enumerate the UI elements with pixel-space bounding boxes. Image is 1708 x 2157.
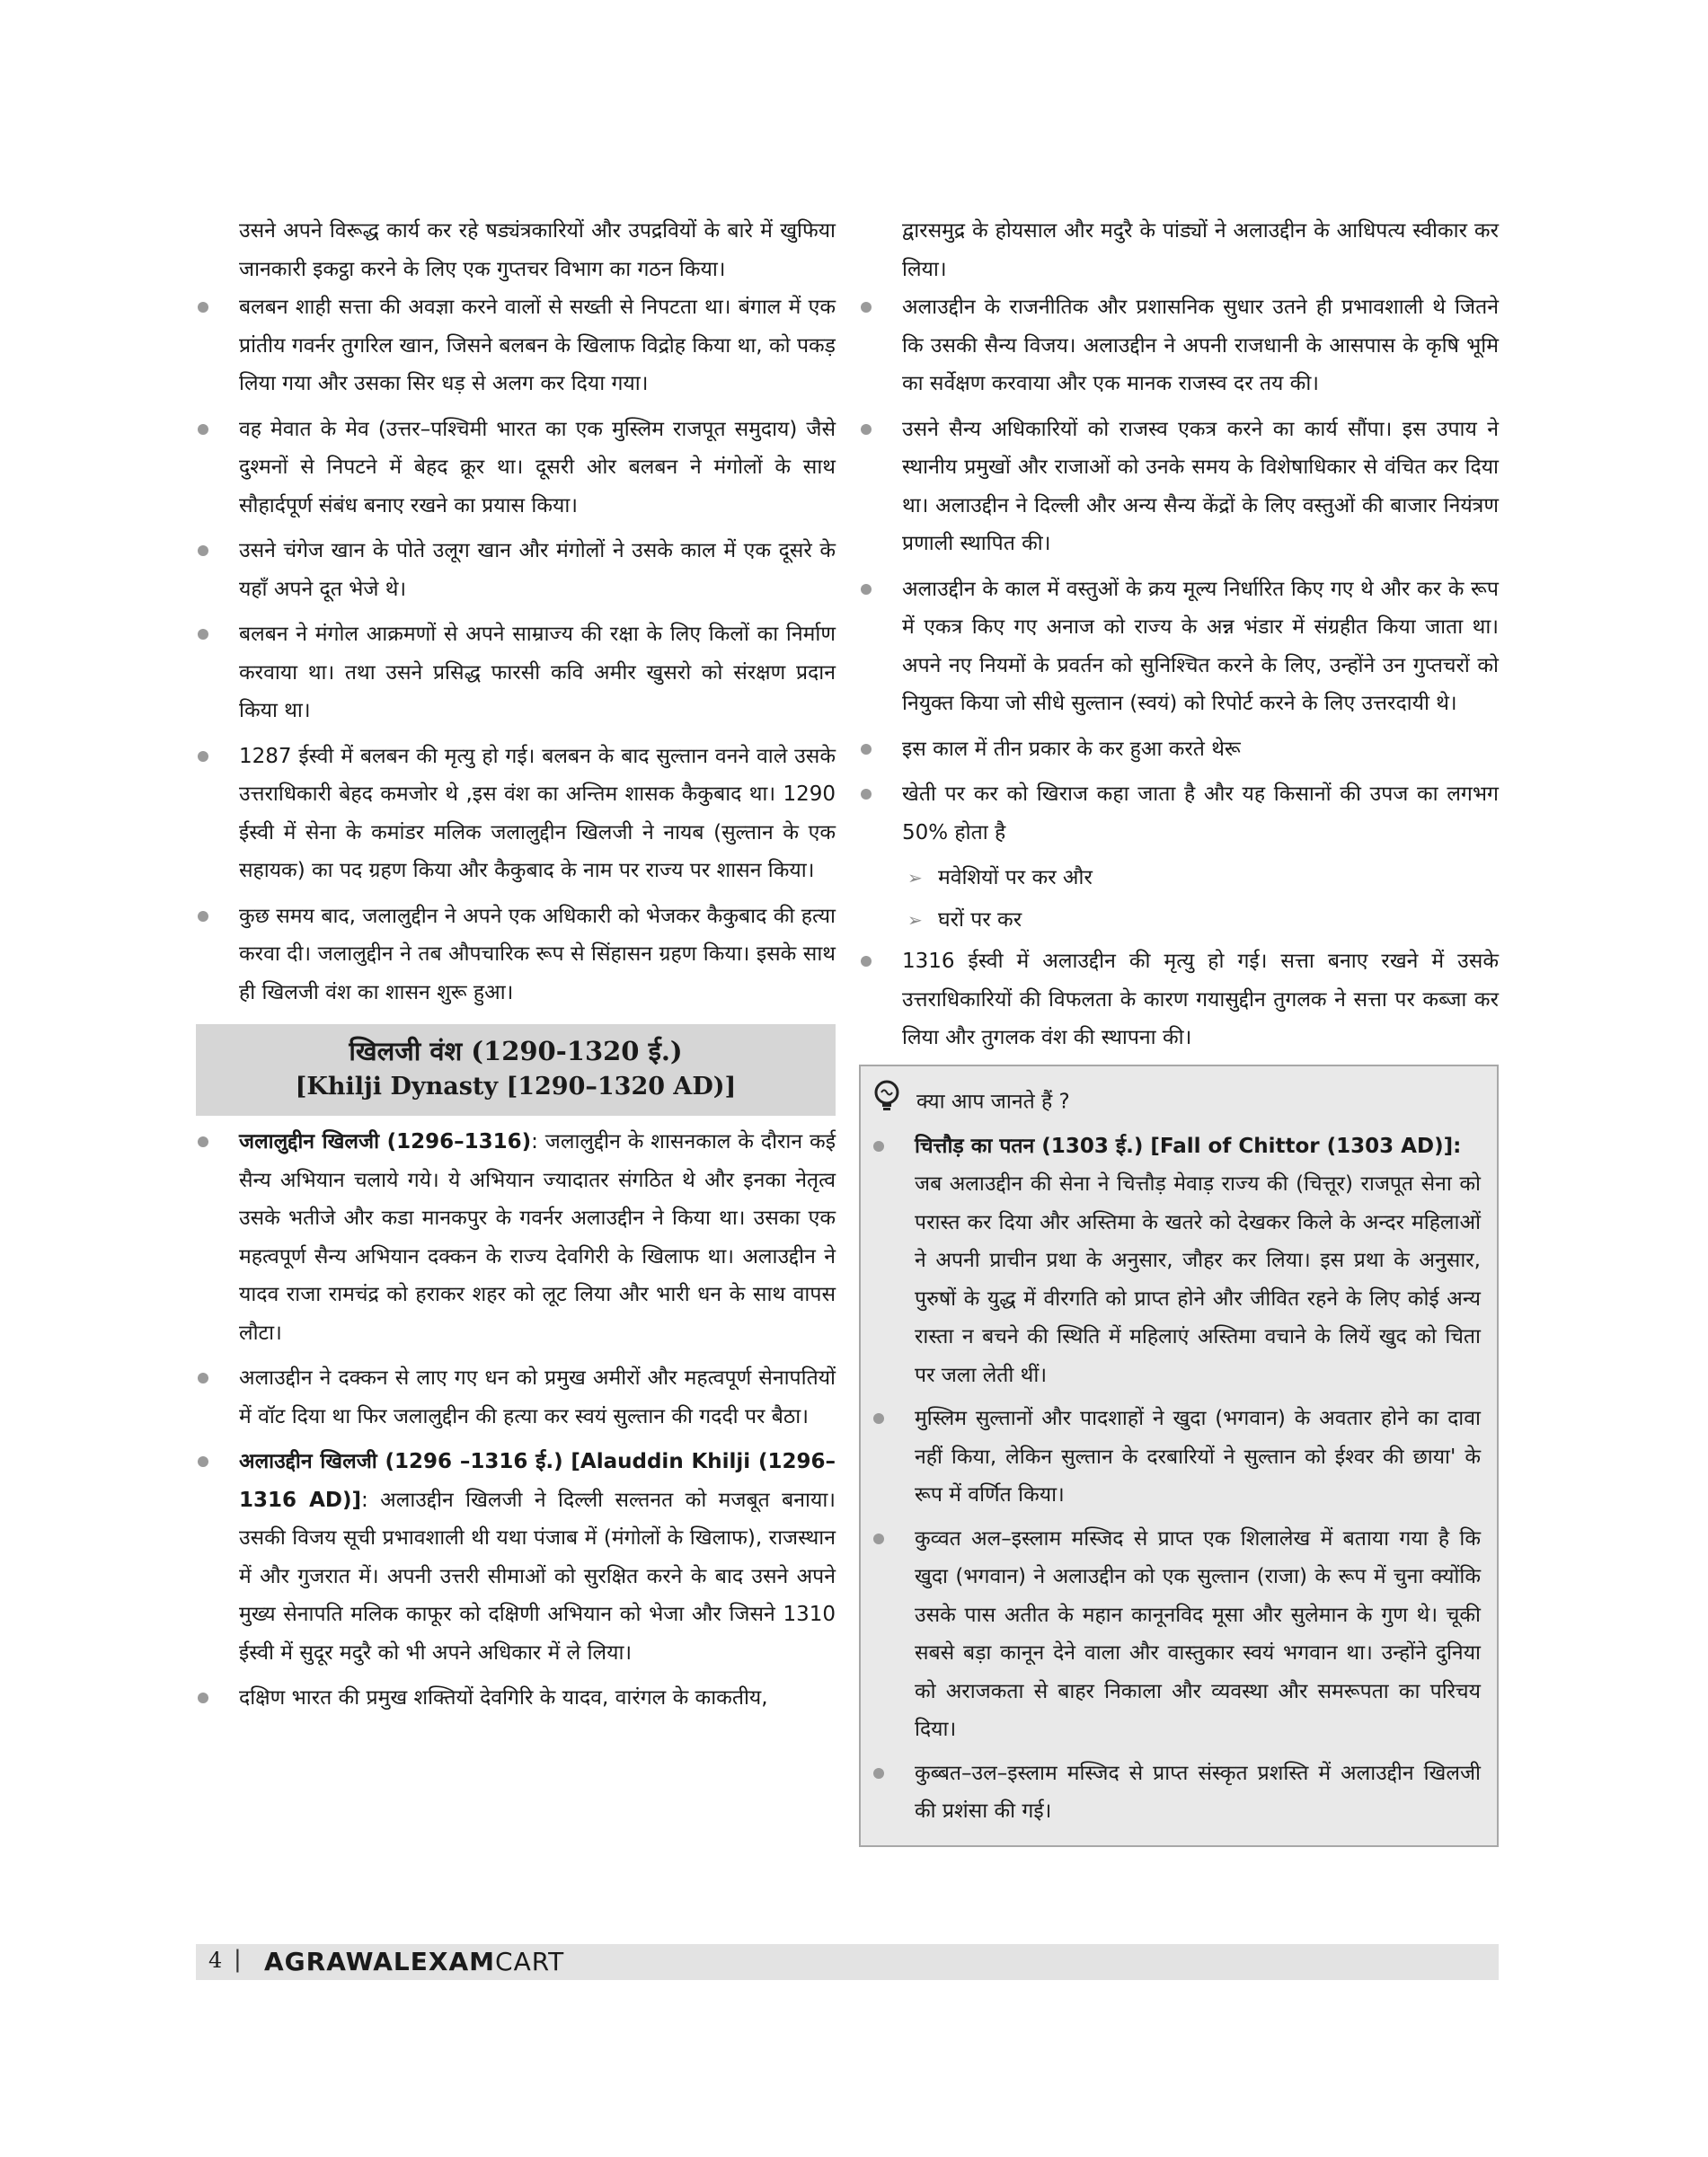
bullet-icon	[198, 1373, 208, 1383]
left-column	[196, 212, 836, 1725]
bullet-icon	[198, 751, 208, 762]
did-you-know-box	[859, 1065, 1499, 1847]
item-label: जलालुद्दीन खिलजी (1296–1316)	[239, 1130, 532, 1154]
section-heading-english: [Khilji Dynasty [1290–1320 AD)]	[295, 1073, 737, 1101]
bullet-icon	[198, 1456, 208, 1467]
arrow-icon: ➢	[907, 908, 923, 931]
list-item: मुस्लिम सुल्तानों और पादशाहों ने खुदा (भगवान) के अवतार होने का दावा नहीं किया, लेकिन सुल्तान के दरबारियों ने सुल्तान को ईश्वर की छाया' के रूप में वर्णित किया।	[872, 1400, 1481, 1515]
arrow-icon: ➢	[907, 867, 923, 888]
item-label: चित्तौड़ का पतन (1303 ई.) [Fall of Chittor (1303 AD)]:	[915, 1134, 1462, 1158]
list-item: चित्तौड़ का पतन (1303 ई.) [Fall of Chittor (1303 AD)]: जब अलाउद्दीन की सेना ने चित्तौड़ मेवाड़ राज्य की (चित्तूर) राजपूत सेना को परास्त कर दिया और अस्तिमा के खतरे को देखकर किले के अन्दर महिलाओं ने अपनी प्राचीन प्रथा के अनुसार, जौहर कर लिया। इस प्रथा के अनुसार, पुरुषों के युद्ध में वीरगति को प्राप्त होने और जीवित रहने के लिए कोई अन्य रास्ता न बचने की स्थिति में महिलाएं अस्तिमा वचाने के लियें खुद को चिता पर जला लेती थीं।	[872, 1127, 1481, 1395]
list-item: उसने सैन्य अधिकारियों को राजस्व एकत्र करने का कार्य सौंपा। इस उपाय ने स्थानीय प्रमुखों और राजाओं को उनके समय के विशेषाधिकार से वंचित कर दिया था। अलाउद्दीन ने दिल्ली और अन्य सैन्य केंद्रों के लिए वस्तुओं की बाजार नियंत्रण प्रणाली स्थापित की।	[859, 411, 1499, 563]
bullet-icon	[861, 424, 872, 435]
list-item: उसने चंगेज खान के पोते उलूग खान और मंगोलों ने उसके काल में एक दूसरे के यहाँ अपने दूत भेजे थे।	[196, 532, 836, 608]
list-item: 1316 ईस्वी में अलाउद्दीन की मृत्यु हो गई। सत्ता बनाए रखने में उसके उत्तराधिकारियों की विफलता के कारण गयासुद्दीन तुगलक ने सत्ता पर कब्जा कर लिया और तुगलक वंश की स्थापना की।	[859, 942, 1499, 1057]
list-item: अलाउद्दीन खिलजी (1296 –1316 ई.) [Alauddin Khilji (1296–1316 AD)]: अलाउद्दीन खिलजी ने दिल्ली सल्तनत को मजबूत बनाया। उसकी विजय सूची प्रभावशाली थी यथा पंजाब में (मंगोलों के खिलाफ), राजस्थान में और गुजरात में। अपनी उत्तरी सीमाओं को सुरक्षित करने के बाद उसने अपने मुख्य सेनापति मलिक काफूर को दक्षिणी अभियान को भेजा और जिसने 1310 ईस्वी में सुदूर मदुरै को भी अपने अधिकार में ले लिया।	[196, 1443, 836, 1672]
bullet-icon	[861, 584, 872, 595]
list-item: वह मेवात के मेव (उत्तर–पश्चिमी भारत का एक मुस्लिम राजपूत समुदाय) जैसे दुश्मनों से निपटने में बेहद क्रूर था। दूसरी ओर बलबन ने मंगोलों के साथ सौहार्दपूर्ण संबंध बनाए रखने का प्रयास किया।	[196, 411, 836, 526]
bullet-icon	[198, 424, 208, 435]
list-item: अलाउद्दीन के काल में वस्तुओं के क्रय मूल्य निर्धारित किए गए थे और कर के रूप में एकत्र किए गए अनाज को राज्य के अन्न भंडार में संग्रहीत किया जाता था। अपने नए नियमों के प्रवर्तन को सुनिश्चित करने के लिए, उन्होंने उन गुप्तचरों को नियुक्त किया जो सीधे सुल्तान (स्वयं) को रिपोर्ट करने के लिए उत्तरदायी थे।	[859, 570, 1499, 723]
right-column	[859, 212, 1499, 1847]
item-label: अलाउद्दीन खिलजी (1296 –1316 ई.) [Alauddin Khilji (1296–1316 AD)]	[239, 1450, 836, 1512]
bullet-icon	[861, 302, 872, 313]
brand-logo: AGRAWALEXAMCART	[264, 1947, 565, 1976]
bullet-icon	[873, 1413, 884, 1424]
bullet-icon	[198, 1136, 208, 1147]
bullet-icon	[873, 1534, 884, 1544]
bullet-icon	[198, 302, 208, 313]
list-item: अलाउद्दीन ने दक्कन से लाए गए धन को प्रमुख अमीरों और महत्वपूर्ण सेनापतियों में वॉट दिया था फिर जलालुद्दीन की हत्या कर स्वयं सुल्तान की गददी पर बैठा।	[196, 1359, 836, 1436]
list-item: दक्षिण भारत की प्रमुख शक्तियों देवगिरि के यादव, वारंगल के काकतीय,	[196, 1679, 836, 1718]
page-number: 4	[208, 1948, 223, 1973]
page-footer	[196, 1944, 1499, 1980]
list-item: कुब्बत–उल–इस्लाम मस्जिद से प्राप्त संस्कृत प्रशस्ति में अलाउद्दीन खिलजी की प्रशंसा की गई।	[872, 1755, 1481, 1831]
bullet-icon	[198, 1693, 208, 1703]
did-you-know-title: क्या आप जानते हैं ?	[872, 1079, 1481, 1126]
intro-paragraph: उसने अपने विरूद्ध कार्य कर रहे षड्यंत्रकारियों और उपद्रवियों के बारे में खुफिया जानकारी इकट्ठा करने के लिए एक गुप्तचर विभाग का गठन किया।	[239, 219, 836, 281]
continued-paragraph: द्वारसमुद्र के होयसाल और मदुरै के पांड्यों ने अलाउद्दीन के आधिपत्य स्वीकार कर लिया।	[902, 219, 1499, 281]
list-item: कुछ समय बाद, जलालुद्दीन ने अपने एक अधिकारी को भेजकर कैकुबाद की हत्या करवा दी। जलालुद्दीन ने तब औपचारिक रूप से सिंहासन ग्रहण किया। इसके साथ ही खिलजी वंश का शासन शुरू हुआ।	[196, 897, 836, 1012]
bullet-icon	[198, 629, 208, 640]
list-item: कुव्वत अल–इस्लाम मस्जिद से प्राप्त एक शिलालेख में बताया गया है कि खुदा (भगवान) ने अलाउद्दीन को एक सुल्तान (राजा) के रूप में चुना क्योंकि उसके पास अतीत के महान कानूनविद मूसा और सुलेमान के गुण थे। चूकी सबसे बड़ा कानून देने वाला और वास्तुकार स्वयं भगवान था। उन्होंने दुनिया को अराजकता से बाहर निकाला और व्यवस्था और समरूपता का परिचय दिया।	[872, 1520, 1481, 1749]
bullet-icon	[873, 1141, 884, 1152]
footer-separator: |	[234, 1946, 242, 1973]
bullet-icon	[861, 956, 872, 967]
list-item: 1287 ईस्वी में बलबन की मृत्यु हो गई। बलबन के बाद सुल्तान वनने वाले उसके उत्तराधिकारी बेहद कमजोर थे ,इस वंश का अन्तिम शासक कैकुबाद था। 1290 ईस्वी में सेना के कमांडर मलिक जलालुद्दीन खिलजी ने नायब (सुल्तान के एक सहायक) का पद ग्रहण किया और कैकुबाद के नाम पर राज्य पर शासन किया।	[196, 738, 836, 890]
list-item: अलाउद्दीन के राजनीतिक और प्रशासनिक सुधार उतने ही प्रभावशाली थे जितने कि उसकी सैन्य विजय। अलाउद्दीन ने अपनी राजधानी के आसपास के कृषि भूमि का सर्वेक्षण करवाया और एक मानक राजस्व दर तय की।	[859, 288, 1499, 403]
bullet-icon	[861, 744, 872, 755]
section-heading	[196, 1024, 836, 1116]
bullet-icon	[198, 545, 208, 556]
list-item: खेती पर कर को खिराज कहा जाता है और यह किसानों की उपज का लगभग 50% होता है	[859, 775, 1499, 852]
bullet-icon	[198, 911, 208, 922]
bullet-icon	[861, 789, 872, 800]
list-item: इस काल में तीन प्रकार के कर हुआ करते थेरू	[859, 730, 1499, 769]
bullet-icon	[873, 1768, 884, 1779]
sub-list-item: ➢ मवेशियों पर कर और	[859, 859, 1499, 897]
list-item: बलबन ने मंगोल आक्रमणों से अपने साम्राज्य की रक्षा के लिए किलों का निर्माण करवाया था। तथा उसने प्रसिद्ध फारसी कवि अमीर खुसरो को संरक्षण प्रदान किया था।	[196, 615, 836, 730]
list-item: बलबन शाही सत्ता की अवज्ञा करने वालों से सख्ती से निपटता था। बंगाल में एक प्रांतीय गवर्नर तुगरिल खान, जिसने बलबन के खिलाफ विद्रोह किया था, को पकड़ लिया गया और उसका सिर धड़ से अलग कर दिया गया।	[196, 288, 836, 403]
sub-list-item: ➢ घरों पर कर	[859, 901, 1499, 940]
lightbulb-icon	[872, 1079, 902, 1126]
section-heading-hindi: खिलजी वंश (1290-1320 ई.)	[349, 1036, 683, 1066]
list-item: जलालुद्दीन खिलजी (1296–1316): जलालुद्दीन के शासनकाल के दौरान कई सैन्य अभियान चलाये गये। ये अभियान ज्यादातर संगठित थे और इनका नेतृत्व उसके भतीजे और कडा मानकपुर के गवर्नर अलाउद्दीन ने किया था। उसका एक महत्वपूर्ण सैन्य अभियान दक्कन के राज्य देवगिरी के खिलाफ था। अलाउद्दीन ने यादव राजा रामचंद्र को हराकर शहर को लूट लिया और भारी धन के साथ वापस लौटा।	[196, 1123, 836, 1352]
